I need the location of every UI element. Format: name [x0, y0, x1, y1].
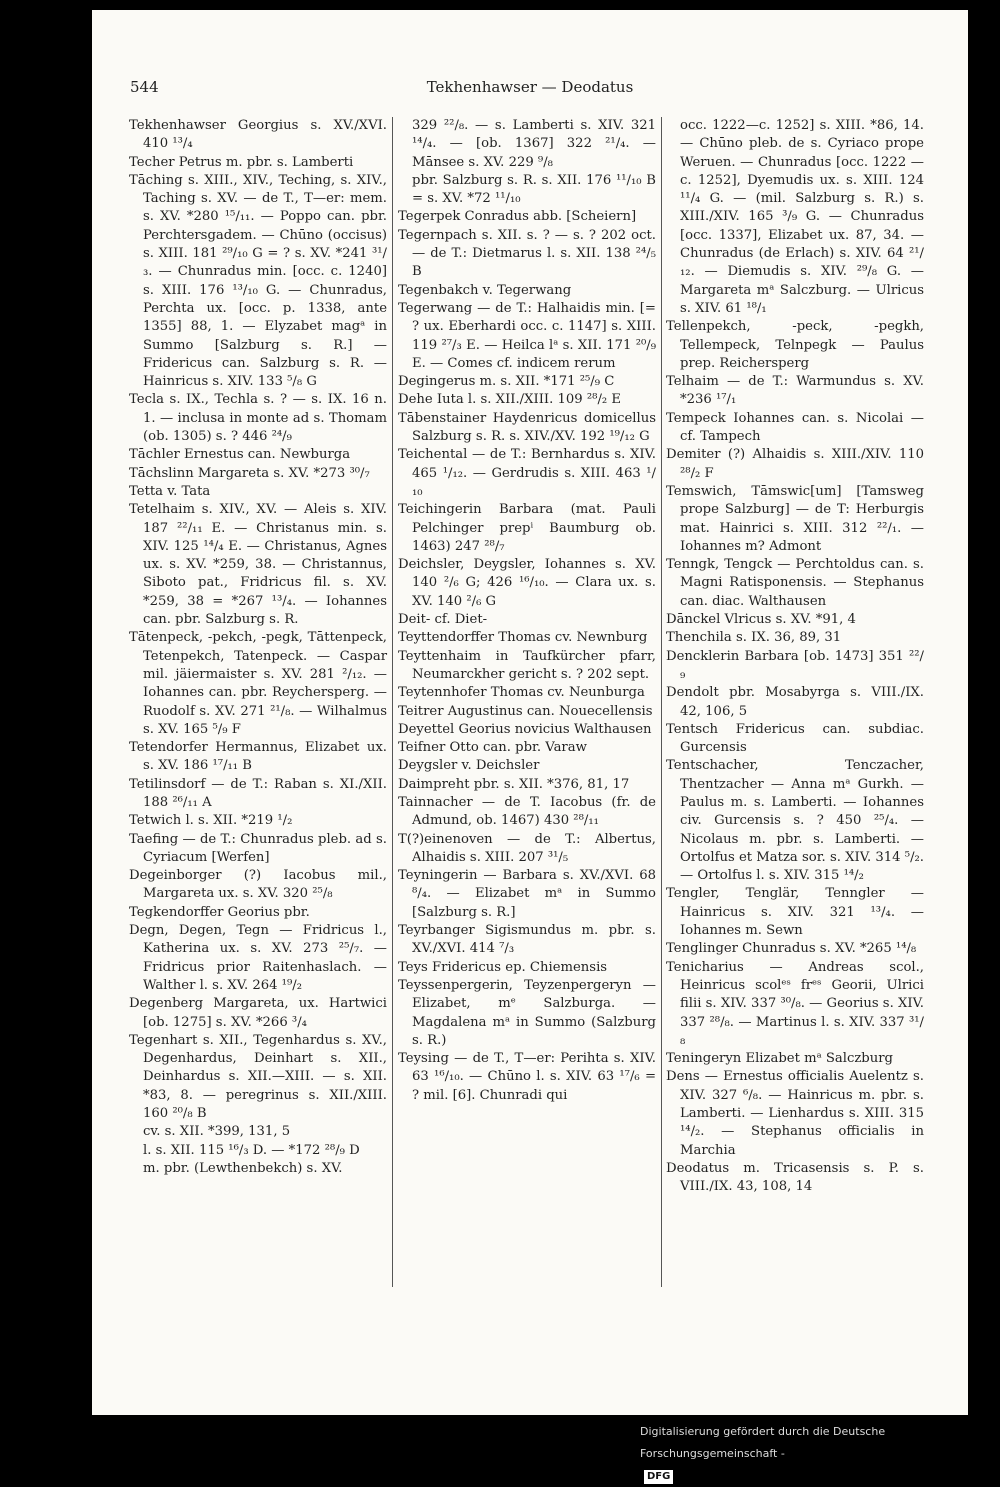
register-entry: Deichsler, Deygsler, Iohannes s. XV. 140 ²/₆ G; 426 ¹⁶/₁₀. — Clara ux. s. XV. 140 ²/₆ G	[398, 557, 656, 609]
register-entry: Tegernpach s. XII. s. ? — s. ? 202 oct. — de T.: Dietmarus l. s. XII. 138 ²⁴/₅ B	[398, 227, 656, 280]
register-entry: Teyttendorffer Thomas cv. Newnburg	[398, 630, 648, 646]
register-entry: Tetwich l. s. XII. *219 ¹/₂	[129, 813, 293, 829]
register-entry: Tellenpekch, -peck, -pegkh, Tellempeck, Telnpegk — Paulus prep. Reichersperg	[666, 319, 924, 371]
register-entry: Taefing — de T.: Chunradus pleb. ad s. Cyriacum [Werfen]	[129, 831, 387, 865]
register-entry: occ. 1222—c. 1252] s. XIII. *86, 14. — Chūno pleb. de s. Cyriaco prope Weruen. — Chunradus [occ. 1222 — c. 1252], Dyemudis ux. s. XIII. 124 ¹¹/₄ G. — (mil. Salzburg s. R.) s. XIII./XIV. 165 ³/₉ G. — Chunradus [occ. 1337], Elizabet ux. 87, 34. — Chunradus (de Erlach) s. XIV. 64 ²¹/₁₂. — Diemudis s. XIV. ²⁹/₈ G. — Margareta mᵃ Salczburg. — Ulricus s. XIV. 61 ¹⁸/₁	[680, 118, 924, 316]
register-entry: Daimpreht pbr. s. XII. *376, 81, 17	[398, 776, 630, 792]
register-entry: Teyssenpergerin, Teyzenpergeryn — Elizabet, mᵉ Salzburga. — Magdalena mᵃ in Summo (Salzburg s. R.)	[398, 977, 656, 1048]
register-entry: Tentsch Fridericus can. subdiac. Gurcensis	[666, 721, 924, 756]
register-entry: Thenchila s. IX. 36, 89, 31	[666, 630, 842, 646]
register-entry: Tengler, Tenglär, Tenngler — Hainricus s. XIV. 321 ¹³/₄. — Iohannes m. Sewn	[666, 886, 924, 939]
register-entry: Tāching s. XIII., XIV., Teching, s. XIV., Taching s. XV. — de T., T—er: mem. s. XV. *280 ¹⁵/₁₁. — Poppo can. pbr. Perchtersgadem. — Chūno (occisus) s. XIII. 181 ²⁹/₁₀ G = ? s. XV. *241 ³¹/₃. — Chunradus min. [occ. c. 1240] s. XIII. 176 ¹³/₁₀ G. — Chunradus, Perchta ux. [occ. p. 1338, ante 1355] 88, 1. — Elyzabet magᵃ in Summo [Salzburg s. R.] — Fridericus can. Salzburg s. R. — Hainricus s. XIV. 133 ⁵/₈ G	[129, 172, 387, 390]
register-entry: Deit- cf. Diet-	[398, 612, 488, 628]
register-entry: Teningeryn Elizabet mᵃ Salczburg	[666, 1051, 893, 1067]
register-entry: Tenglinger Chunradus s. XV. *265 ¹⁴/₈	[666, 941, 917, 957]
register-entry: Teys Fridericus ep. Chiemensis	[398, 959, 608, 975]
register-entry: Degenberg Margareta, ux. Hartwici [ob. 1275] s. XV. *266 ³/₄	[129, 996, 387, 1030]
register-entry: Dehe Iuta l. s. XII./XIII. 109 ²⁸/₂ E	[398, 392, 622, 408]
register-entry: Teitrer Augustinus can. Nouecellensis	[398, 703, 653, 719]
register-entry: cv. s. XII. *399, 131, 5	[143, 1124, 291, 1140]
register-entry: Degingerus m. s. XII. *171 ²⁵/₉ C	[398, 374, 615, 390]
register-entry: Tāchslinn Margareta s. XV. *273 ³⁰/₇	[129, 465, 370, 481]
register-entry: Tainnacher — de T. Iacobus (fr. de Admund, ob. 1467) 430 ²⁸/₁₁	[398, 794, 656, 829]
register-entry: Tegerwang — de T.: Halhaidis min. [= ? ux. Eberhardi occ. c. 1147] s. XIII. 119 ²⁷/₃ E. — Heilca lᵃ s. XII. 171 ²⁰/₉ E. — Comes cf. indicem rerum	[398, 300, 656, 371]
register-entry: Teifner Otto can. pbr. Varaw	[398, 740, 587, 756]
text-column-2	[398, 117, 656, 1105]
register-entry: Tegkendorffer Georius pbr.	[129, 904, 310, 920]
text-column-1	[129, 117, 387, 1178]
register-entry: Tentschacher, Tenczacher, Thentzacher — Anna mᵃ Gurkh. — Paulus m. s. Lamberti. — Iohannes civ. Gurcensis s. ? 450 ²⁵/₄. — Nicolaus m. pbr. s. Lamberti. — Ortolfus et Matza sor. s. XIV. 314 ⁵/₂. — Ortolfus l. s. XIV. 315 ¹⁴/₂	[666, 758, 924, 884]
register-entry: Teyrbanger Sigismundus m. pbr. s. XV./XVI. 414 ⁷/₃	[398, 923, 656, 957]
running-title: Tekhenhawser — Deodatus	[426, 78, 634, 96]
register-entry: Degn, Degen, Tegn — Fridricus l., Katherina ux. s. XV. 273 ²⁵/₇. — Fridricus prior Raitenhaslach. — Walther l. s. XV. 264 ¹⁹/₂	[129, 923, 387, 993]
page-number: 544	[130, 78, 159, 96]
register-entry: Tegenbakch v. Tegerwang	[398, 282, 572, 298]
register-entry: Dānckel Vlricus s. XV. *91, 4	[666, 612, 856, 628]
register-entry: Techer Petrus m. pbr. s. Lamberti	[129, 154, 354, 170]
register-entry: Teichental — de T.: Bernhardus s. XIV. 465 ¹/₁₂. — Gerdrudis s. XIII. 463 ¹/₁₀	[398, 447, 656, 499]
register-entry: Teysing — de T., T—er: Perihta s. XIV. 63 ¹⁶/₁₀. — Chūno l. s. XIV. 63 ¹⁷/₆ = ? mil. [6]. Chunradi qui	[398, 1051, 656, 1103]
register-entry: pbr. Salzburg s. R. s. XII. 176 ¹¹/₁₀ B = s. XV. *72 ¹¹/₁₀	[412, 172, 656, 207]
register-entry: Deodatus m. Tricasensis s. P. s. VIII./IX. 43, 108, 14	[666, 1160, 924, 1195]
register-entry: m. pbr. (Lewthenbekch) s. XV.	[143, 1160, 343, 1176]
register-entry: Teichingerin Barbara (mat. Pauli Pelchinger prepⁱ Baumburg ob. 1463) 247 ²⁸/₇	[398, 502, 656, 554]
register-entry: Dens — Ernestus officialis Auelentz s. XIV. 327 ⁶/₈. — Hainricus m. pbr. s. Lamberti. — Lienhardus s. XIII. 315 ¹⁴/₂. — Stephanus officialis in Marchia	[666, 1069, 924, 1158]
register-entry: Tetta v. Tata	[129, 483, 211, 499]
running-header	[130, 78, 930, 98]
dfg-logo: DFG	[644, 1470, 673, 1484]
footer	[640, 1421, 1000, 1482]
register-entry: Tātenpeck, -pekch, -pegk, Tāttenpeck, Tetenpekch, Tatenpeck. — Caspar mil. jäiermaister s. XV. 281 ²/₁₂. — Iohannes can. pbr. Reychersperg. — Ruodolf s. XV. 271 ²¹/₈. — Wilhalmus s. XV. 165 ⁵/₉ F	[129, 630, 387, 737]
register-entry: Tegenhart s. XII., Tegenhardus s. XV., Degenhardus, Deinhart s. XII., Deinhardus s. XII.—XIII. — s. XII. *83, 8. — peregrinus s. XII./XIII. 160 ²⁰/₈ B	[129, 1032, 387, 1122]
register-entry: Tenicharius — Andreas scol., Heinricus scolᵉˢ frᵉˢ Georii, Ulrici filii s. XIV. 337 ³⁰/₈. — Georius s. XIV. 337 ²⁸/₈. — Martinus l. s. XIV. 337 ³¹/₈	[666, 959, 924, 1048]
register-entry: Temswich, Tāmswic[um] [Tamsweg prope Salzburg] — de T: Herburgis mat. Hainrici s. XIII. 312 ²²/₁. — Iohannes m? Admont	[666, 483, 924, 554]
register-entry: Teyttenhaim in Taufkürcher pfarr, Neumarckher gericht s. ? 202 sept.	[398, 648, 656, 682]
register-entry: Tekhenhawser Georgius s. XV./XVI. 410 ¹³/₄	[129, 118, 387, 152]
register-entry: l. s. XII. 115 ¹⁶/₃ D. — *172 ²⁸/₉ D	[143, 1142, 360, 1158]
register-entry: Teytennhofer Thomas cv. Neunburga	[398, 685, 645, 701]
register-entry: Deyettel Georius novicius Walthausen	[398, 721, 652, 737]
register-entry: Telhaim — de T.: Warmundus s. XV. *236 ¹⁷/₁	[666, 374, 924, 408]
register-entry: Tāchler Ernestus can. Newburga	[129, 447, 351, 463]
footer-text: Digitalisierung gefördert durch die Deutsche Forschungsgemeinschaft -	[640, 1425, 886, 1460]
column-divider	[661, 117, 662, 1287]
register-entry: Dencklerin Barbara [ob. 1473] 351 ²²/₉	[666, 648, 924, 682]
register-entry: Tetelhaim s. XIV., XV. — Aleis s. XIV. 187 ²²/₁₁ E. — Christanus min. s. XIV. 125 ¹⁴/₄ E. — Christanus, Agnes ux. s. XV. *259, 38. — Christannus, Siboto pat., Fridricus fil. s. XV. *259, 38 = *267 ¹³/₄. — Iohannes can. pbr. Salzburg s. R.	[129, 502, 387, 628]
register-entry: Tetilinsdorf — de T.: Raban s. XI./XII. 188 ²⁶/₁₁ A	[129, 776, 387, 810]
text-column-3	[666, 117, 924, 1197]
register-entry: Tenngk, Tengck — Perchtoldus can. s. Magni Ratisponensis. — Stephanus can. diac. Walthausen	[666, 557, 924, 609]
register-entry: Degeinborger (?) Iacobus mil., Margareta ux. s. XV. 320 ²⁵/₈	[129, 868, 387, 902]
register-entry: Teyningerin — Barbara s. XV./XVI. 68 ⁸/₄. — Elizabet mᵃ in Summo [Salzburg s. R.]	[398, 868, 656, 920]
register-entry: Demiter (?) Alhaidis s. XIII./XIV. 110 ²⁸/₂ F	[666, 447, 924, 481]
register-entry: 329 ²²/₈. — s. Lamberti s. XIV. 321 ¹⁴/₄. — [ob. 1367] 322 ²¹/₄. — Mānsee s. XV. 229 ⁹/₈	[412, 118, 656, 170]
register-entry: Dendolt pbr. Mosabyrga s. VIII./IX. 42, 106, 5	[666, 685, 924, 719]
register-entry: Tābenstainer Haydenricus domicellus Salzburg s. R. s. XIV./XV. 192 ¹⁹/₁₂ G	[398, 410, 656, 445]
register-entry: T(?)einenoven — de T.: Albertus, Alhaidis s. XIII. 207 ³¹/₅	[398, 831, 656, 865]
register-entry: Deygsler v. Deichsler	[398, 758, 540, 774]
register-entry: Tegerpek Conradus abb. [Scheiern]	[398, 209, 637, 225]
column-divider	[392, 117, 393, 1287]
register-entry: Tecla s. IX., Techla s. ? — s. IX. 16 n. 1. — inclusa in monte ad s. Thomam (ob. 1305) s. ? 446 ²⁴/₉	[129, 392, 387, 445]
register-entry: Tempeck Iohannes can. s. Nicolai — cf. Tampech	[666, 410, 924, 445]
register-entry: Tetendorfer Hermannus, Elizabet ux. s. XV. 186 ¹⁷/₁₁ B	[129, 740, 387, 774]
